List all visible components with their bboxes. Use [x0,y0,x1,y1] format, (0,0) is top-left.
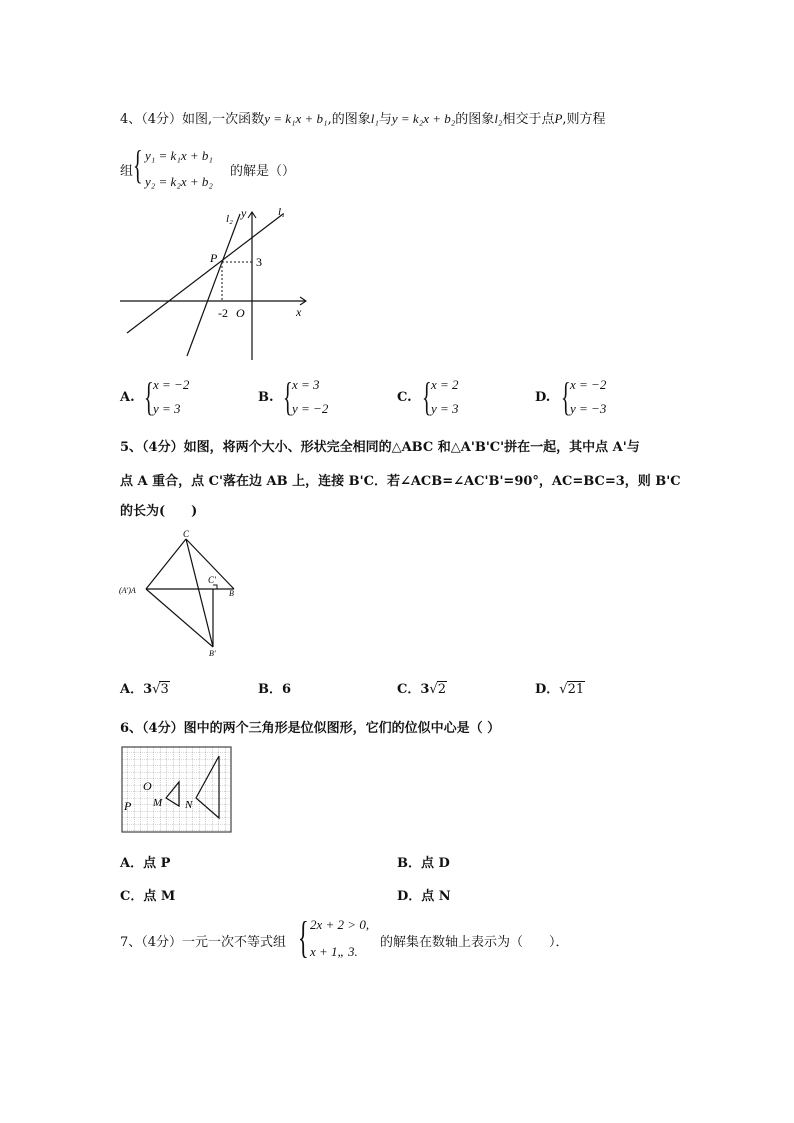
label-C: C [183,530,190,539]
q6-option-a[interactable]: A．点 P [120,856,171,871]
q6-option-d[interactable]: D．点 N [397,889,451,904]
label-l2: l₂ [226,213,233,225]
grid-background [122,747,231,832]
q5-line1: 5、（4分）如图，将两个大小、形状完全相同的△ABC 和△A'B'C'拼在一起，其中点 A'与 [120,440,640,455]
q5-option-c[interactable]: C．3√2 [397,682,446,697]
label-Bprime: B' [209,649,216,658]
line-l1 [127,214,283,333]
label-B: B [229,589,234,598]
q6-line1: 6、（4分）图中的两个三角形是位似图形，它们的位似中心是（ ） [120,721,501,736]
q4-eq2: y = k₂x + b₂ [391,111,456,126]
label-M: M [153,797,163,809]
seg-CA [146,539,186,589]
q5-option-d[interactable]: D．√21 [535,682,585,697]
label-l1: l₁ [278,206,285,218]
label-y: y [241,206,247,220]
seg-ABp [146,589,213,647]
seg-CBp [186,539,213,647]
label-x: x [296,305,302,319]
label-minus2: -2 [218,306,228,320]
q5-figure [115,530,245,662]
label-P: P [124,799,132,813]
label-Cprime: C' [208,575,216,585]
label-N: N [185,799,193,811]
q5-line3: 的长为( ) [120,504,198,519]
q5-line2: 点 A 重合，点 C'落在边 AB 上，连接 B'C．若∠ACB=∠AC'B'=90°，AC=BC=3，则 B'C [120,474,681,489]
q6-option-b[interactable]: B．点 D [397,856,450,871]
q6-option-c[interactable]: C．点 M [120,889,176,904]
label-3: 3 [256,255,262,269]
label-O: O [236,306,245,320]
q4-line1: 4、（4分）如图,一次函数y = k₁x + b₁,的图象l₁与y = k₂x + b₂的图象l₂相交于点P,则方程 [120,111,606,127]
q5-option-b[interactable]: B．6 [258,682,292,697]
label-P: P [210,251,218,265]
q5-option-a[interactable]: A．3√3 [120,682,169,697]
label-O: O [143,779,152,793]
q4-number: 4、（4分） [120,112,183,127]
q6-grid-figure [121,746,233,834]
label-A: (A')A [119,586,136,595]
q4-eq1: y = k₁x + b₁ [264,111,328,126]
q4-graph [115,200,315,365]
line-l2 [187,214,240,356]
